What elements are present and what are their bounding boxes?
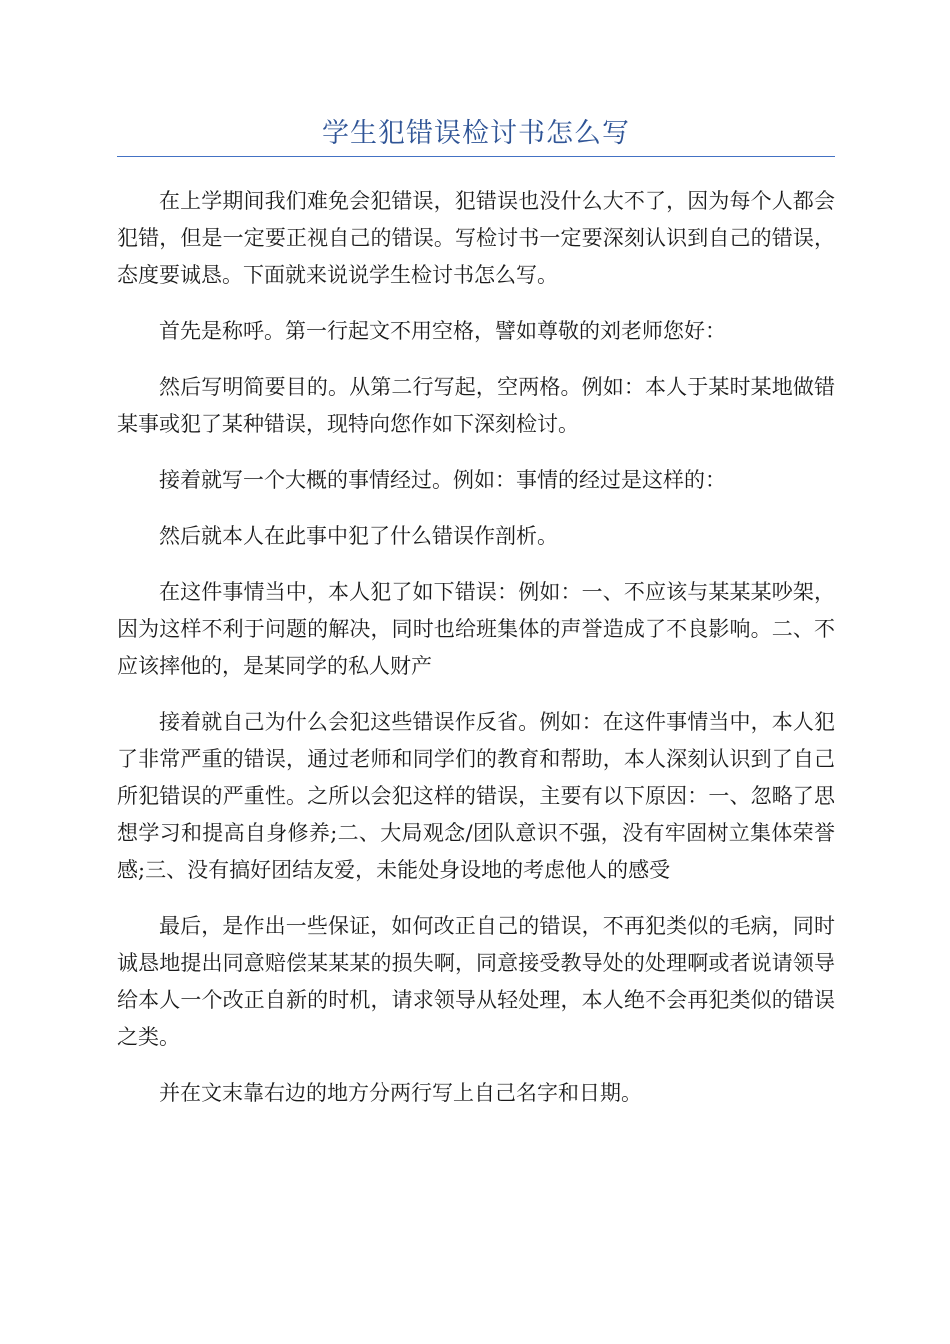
paragraph-salutation: 首先是称呼。第一行起文不用空格，譬如尊敬的刘老师您好： bbox=[159, 319, 726, 343]
document-title: 学生犯错误检讨书怎么写 bbox=[322, 118, 630, 149]
paragraph-guarantee: 最后，是作出一些保证，如何改正自己的错误，不再犯类似的毛病，同时诚恳地提出同意赔偿某某某的损失啊，同意接受教导处的处理啊或者说请领导给本人一个改正自新的时机，请求领导从轻处理，本人绝不会再犯类似的错误之类。 bbox=[117, 914, 835, 1049]
title-underline bbox=[117, 156, 835, 157]
paragraph-course-of-events: 接着就写一个大概的事情经过。例如：事情的经过是这样的： bbox=[159, 468, 726, 492]
paragraph-signature-note: 并在文末靠右边的地方分两行写上自己名字和日期。 bbox=[159, 1081, 642, 1105]
paragraph-reflection: 接着就自己为什么会犯这些错误作反省。例如：在这件事情当中，本人犯了非常严重的错误，通过老师和同学们的教育和帮助，本人深刻认识到了自己所犯错误的严重性。之所以会犯这样的错误，主要有以下原因：一、忽略了思想学习和提高自身修养;二、大局观念/团队意识不强，没有牢固树立集体荣誉感;三、没有搞好团结友爱，未能处身设地的考虑他人的感受 bbox=[117, 710, 835, 882]
paragraph-purpose: 然后写明简要目的。从第二行写起，空两格。例如：本人于某时某地做错某事或犯了某种错误，现特向您作如下深刻检讨。 bbox=[117, 375, 835, 436]
paragraph-intro: 在上学期间我们难免会犯错误，犯错误也没什么大不了，因为每个人都会犯错，但是一定要正视自己的错误。写检讨书一定要深刻认识到自己的错误，态度要诚恳。下面就来说说学生检讨书怎么写。 bbox=[117, 189, 835, 287]
document-page bbox=[117, 0, 835, 1131]
paragraph-mistakes: 在这件事情当中，本人犯了如下错误：例如：一、不应该与某某某吵架，因为这样不利于问题的解决，同时也给班集体的声誉造成了不良影响。二、不应该摔他的，是某同学的私人财产 bbox=[117, 580, 835, 678]
paragraph-analysis: 然后就本人在此事中犯了什么错误作剖析。 bbox=[159, 524, 558, 548]
document-body bbox=[117, 183, 835, 1112]
